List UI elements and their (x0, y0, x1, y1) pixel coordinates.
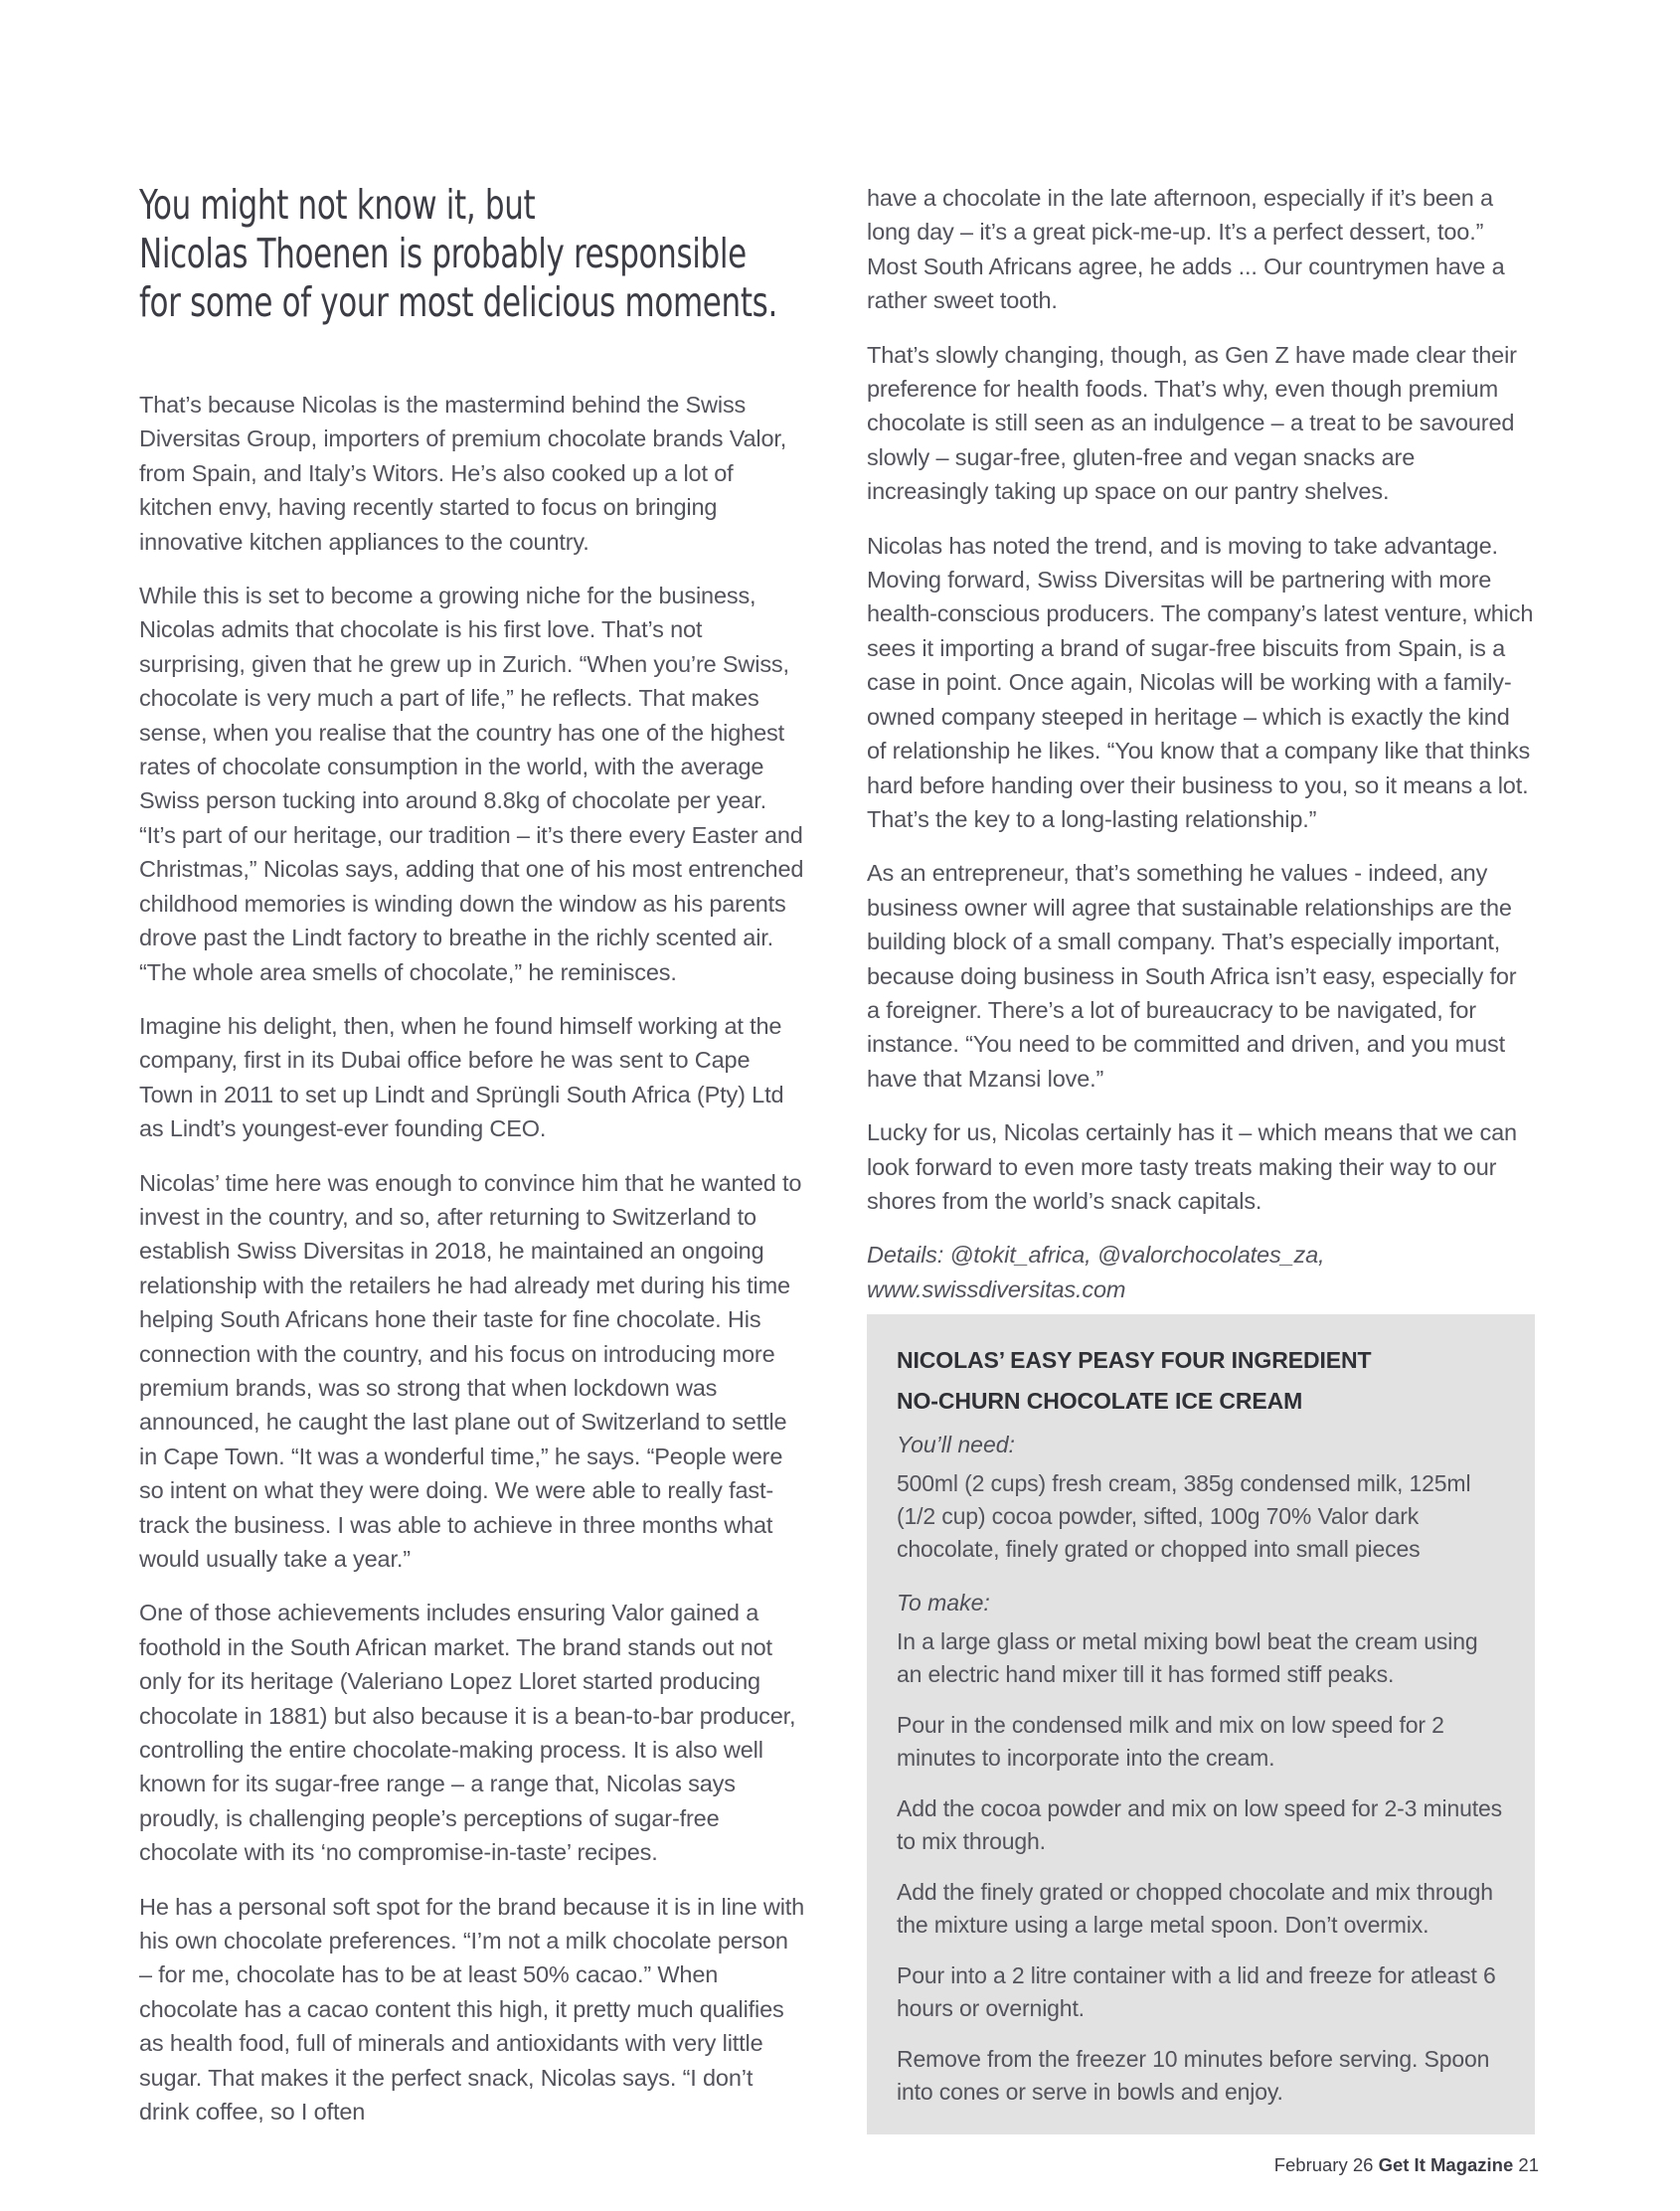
recipe-ingredients-label: You’ll need: (897, 1432, 1015, 1457)
recipe-step: Pour in the condensed milk and mix on low speed for 2 minutes to incorporate into the cream. (897, 1712, 1444, 1771)
paragraph: That’s because Nicolas is the mastermind behind the Swiss Diversitas Group, importers of premium chocolate brands Valor, from Spain, and Italy’s Witors. He’s also cooked up a lot of kitchen envy, having recently started to focus on bringing innovative kitchen appliances to the country. (139, 392, 787, 555)
recipe-ingredients: 500ml (2 cups) fresh cream, 385g condensed milk, 125ml (1/2 cup) cocoa powder, sifted, 100g 70% Valor dark chocolate, finely grated or chopped into small pieces (897, 1470, 1471, 1562)
body-column-right (867, 181, 1535, 1326)
recipe-title-line-2: NO-CHURN CHOCOLATE ICE CREAM (897, 1388, 1303, 1414)
paragraph: Lucky for us, Nicolas certainly has it – which means that we can look forward to even more tasty treats making their way to our shores from the world’s snack capitals. (867, 1119, 1517, 1214)
paragraph: One of those achievements includes ensuring Valor gained a foothold in the South African market. The brand stands out not only for its heritage (Valeriano Lopez Lloret started producing chocolate in 1881) but also because it is a bean-to-bar producer, controlling the entire chocolate-making process. It is also well known for its sugar-free range – a range that, Nicolas says proudly, is challenging people’s perceptions of sugar-free chocolate with its ‘no compromise-in-taste’ recipes. (139, 1600, 796, 1866)
page-footer (1274, 2154, 1539, 2176)
paragraph: That’s slowly changing, though, as Gen Z have made clear their preference for health foods. That’s why, even though premium chocolate is still seen as an indulgence – a treat to be savoured slowly – sugar-free, gluten-free and vegan snacks are increasingly taking up space on our pantry shelves. (867, 341, 1517, 505)
details-line-2: www.swissdiversitas.com (867, 1276, 1126, 1302)
recipe-step: Pour into a 2 litre container with a lid and freeze for atleast 6 hours or overnight. (897, 1962, 1496, 2021)
paragraph: Nicolas’ time here was enough to convince him that he wanted to invest in the country, and so, after returning to Switzerland to establish Swiss Diversitas in 2018, he maintained an ongoing relationship with the retailers he had already met during his time helping South Africans hone their taste for fine chocolate. His connection with the country, and his focus on introducing more premium brands, was so strong that when lockdown was announced, he caught the last plane out of Switzerland to settle in Cape Town. “It was a wonderful time,” he says. “People were so intent on what they were doing. We were able to really fast-track the business. I was able to achieve in three months what would usually take a year.” (139, 1169, 802, 1572)
recipe-step: In a large glass or metal mixing bowl beat the cream using an electric hand mixer till it has formed stiff peaks. (897, 1628, 1478, 1687)
recipe-title-line-1: NICOLAS’ EASY PEASY FOUR INGREDIENT (897, 1347, 1372, 1373)
paragraph: While this is set to become a growing niche for the business, Nicolas admits that chocolate is his first love. That’s not surprising, given that he grew up in Zurich. “When you’re Swiss, chocolate is very much a part of life,” he reflects. That makes sense, when you realise that the country has one of the highest rates of chocolate consumption in the world, with the average Swiss person tucking into around 8.8kg of chocolate per year. “It’s part of our heritage, our tradition – it’s there every Easter and Christmas,” Nicolas says, adding that one of his most entrenched childhood memories is winding down the window as his parents drove past the Lindt factory to breathe in the richly scented air. “The whole area smells of chocolate,” he reminisces. (139, 583, 804, 985)
paragraph: have a chocolate in the late afternoon, especially if it’s been a long day – it’s a great pick-me-up. It’s a perfect dessert, too.” Most South Africans agree, he adds ... Our countrymen have a rather sweet tooth. (867, 185, 1505, 314)
footer-page-number: 21 (1518, 2154, 1539, 2175)
paragraph: Imagine his delight, then, when he found himself working at the company, first in its Dubai office before he was sent to Cape Town in 2011 to set up Lindt and Sprüngli South Africa (Pty) Ltd as Lindt’s youngest-ever founding CEO. (139, 1012, 784, 1142)
body-column-left (139, 388, 807, 2149)
recipe-step: Add the cocoa powder and mix on low speed for 2-3 minutes to mix through. (897, 1795, 1502, 1854)
footer-issue: February 26 (1273, 2154, 1374, 2175)
footer-publication: Get It Magazine (1378, 2154, 1514, 2175)
headline-line-3: for some of your most delicious moments. (139, 278, 777, 326)
recipe-box (867, 1314, 1535, 2134)
details-line-1: Details: @tokit_africa, @valorchocolates_za, (867, 1242, 1325, 1269)
article-headline (139, 181, 835, 327)
paragraph: He has a personal soft spot for the brand because it is in line with his own chocolate preferences. “I’m not a milk chocolate person – for me, chocolate has to be at least 50% cacao.” When chocolate has a cacao content this high, it pretty much qualifies as health food, full of minerals and antioxidants with very little sugar. That makes it the perfect snack, Nicolas says. “I don’t drink coffee, so I often (139, 1893, 805, 2126)
headline-line-2: Nicolas Thoenen is probably responsible (139, 230, 747, 277)
recipe-method-label: To make: (897, 1590, 990, 1616)
paragraph: Nicolas has noted the trend, and is moving to take advantage. Moving forward, Swiss Diversitas will be partnering with more health-conscious producers. The company’s latest venture, which sees it importing a brand of sugar-free biscuits from Spain, is a case in point. Once again, Nicolas will be working with a family-owned company steeped in heritage – which is exactly the kind of relationship he likes. “You know that a company like that thinks hard before handing over their business to you, so it means a lot. That’s the key to a long-lasting relationship.” (867, 532, 1534, 832)
headline-line-1: You might not know it, but (139, 181, 536, 229)
paragraph: As an entrepreneur, that’s something he values - indeed, any business owner will agree that sustainable relationships are the building block of a small company. That’s especially important, because doing business in South Africa isn’t easy, especially for a foreigner. There’s a lot of bureaucracy to be navigated, for instance. “You need to be committed and driven, and you must have that Mzansi love.” (867, 860, 1517, 1092)
recipe-step: Remove from the freezer 10 minutes before serving. Spoon into cones or serve in bowls and enjoy. (897, 2046, 1490, 2105)
recipe-step: Add the finely grated or chopped chocolate and mix through the mixture using a large metal spoon. Don’t overmix. (897, 1879, 1493, 1938)
